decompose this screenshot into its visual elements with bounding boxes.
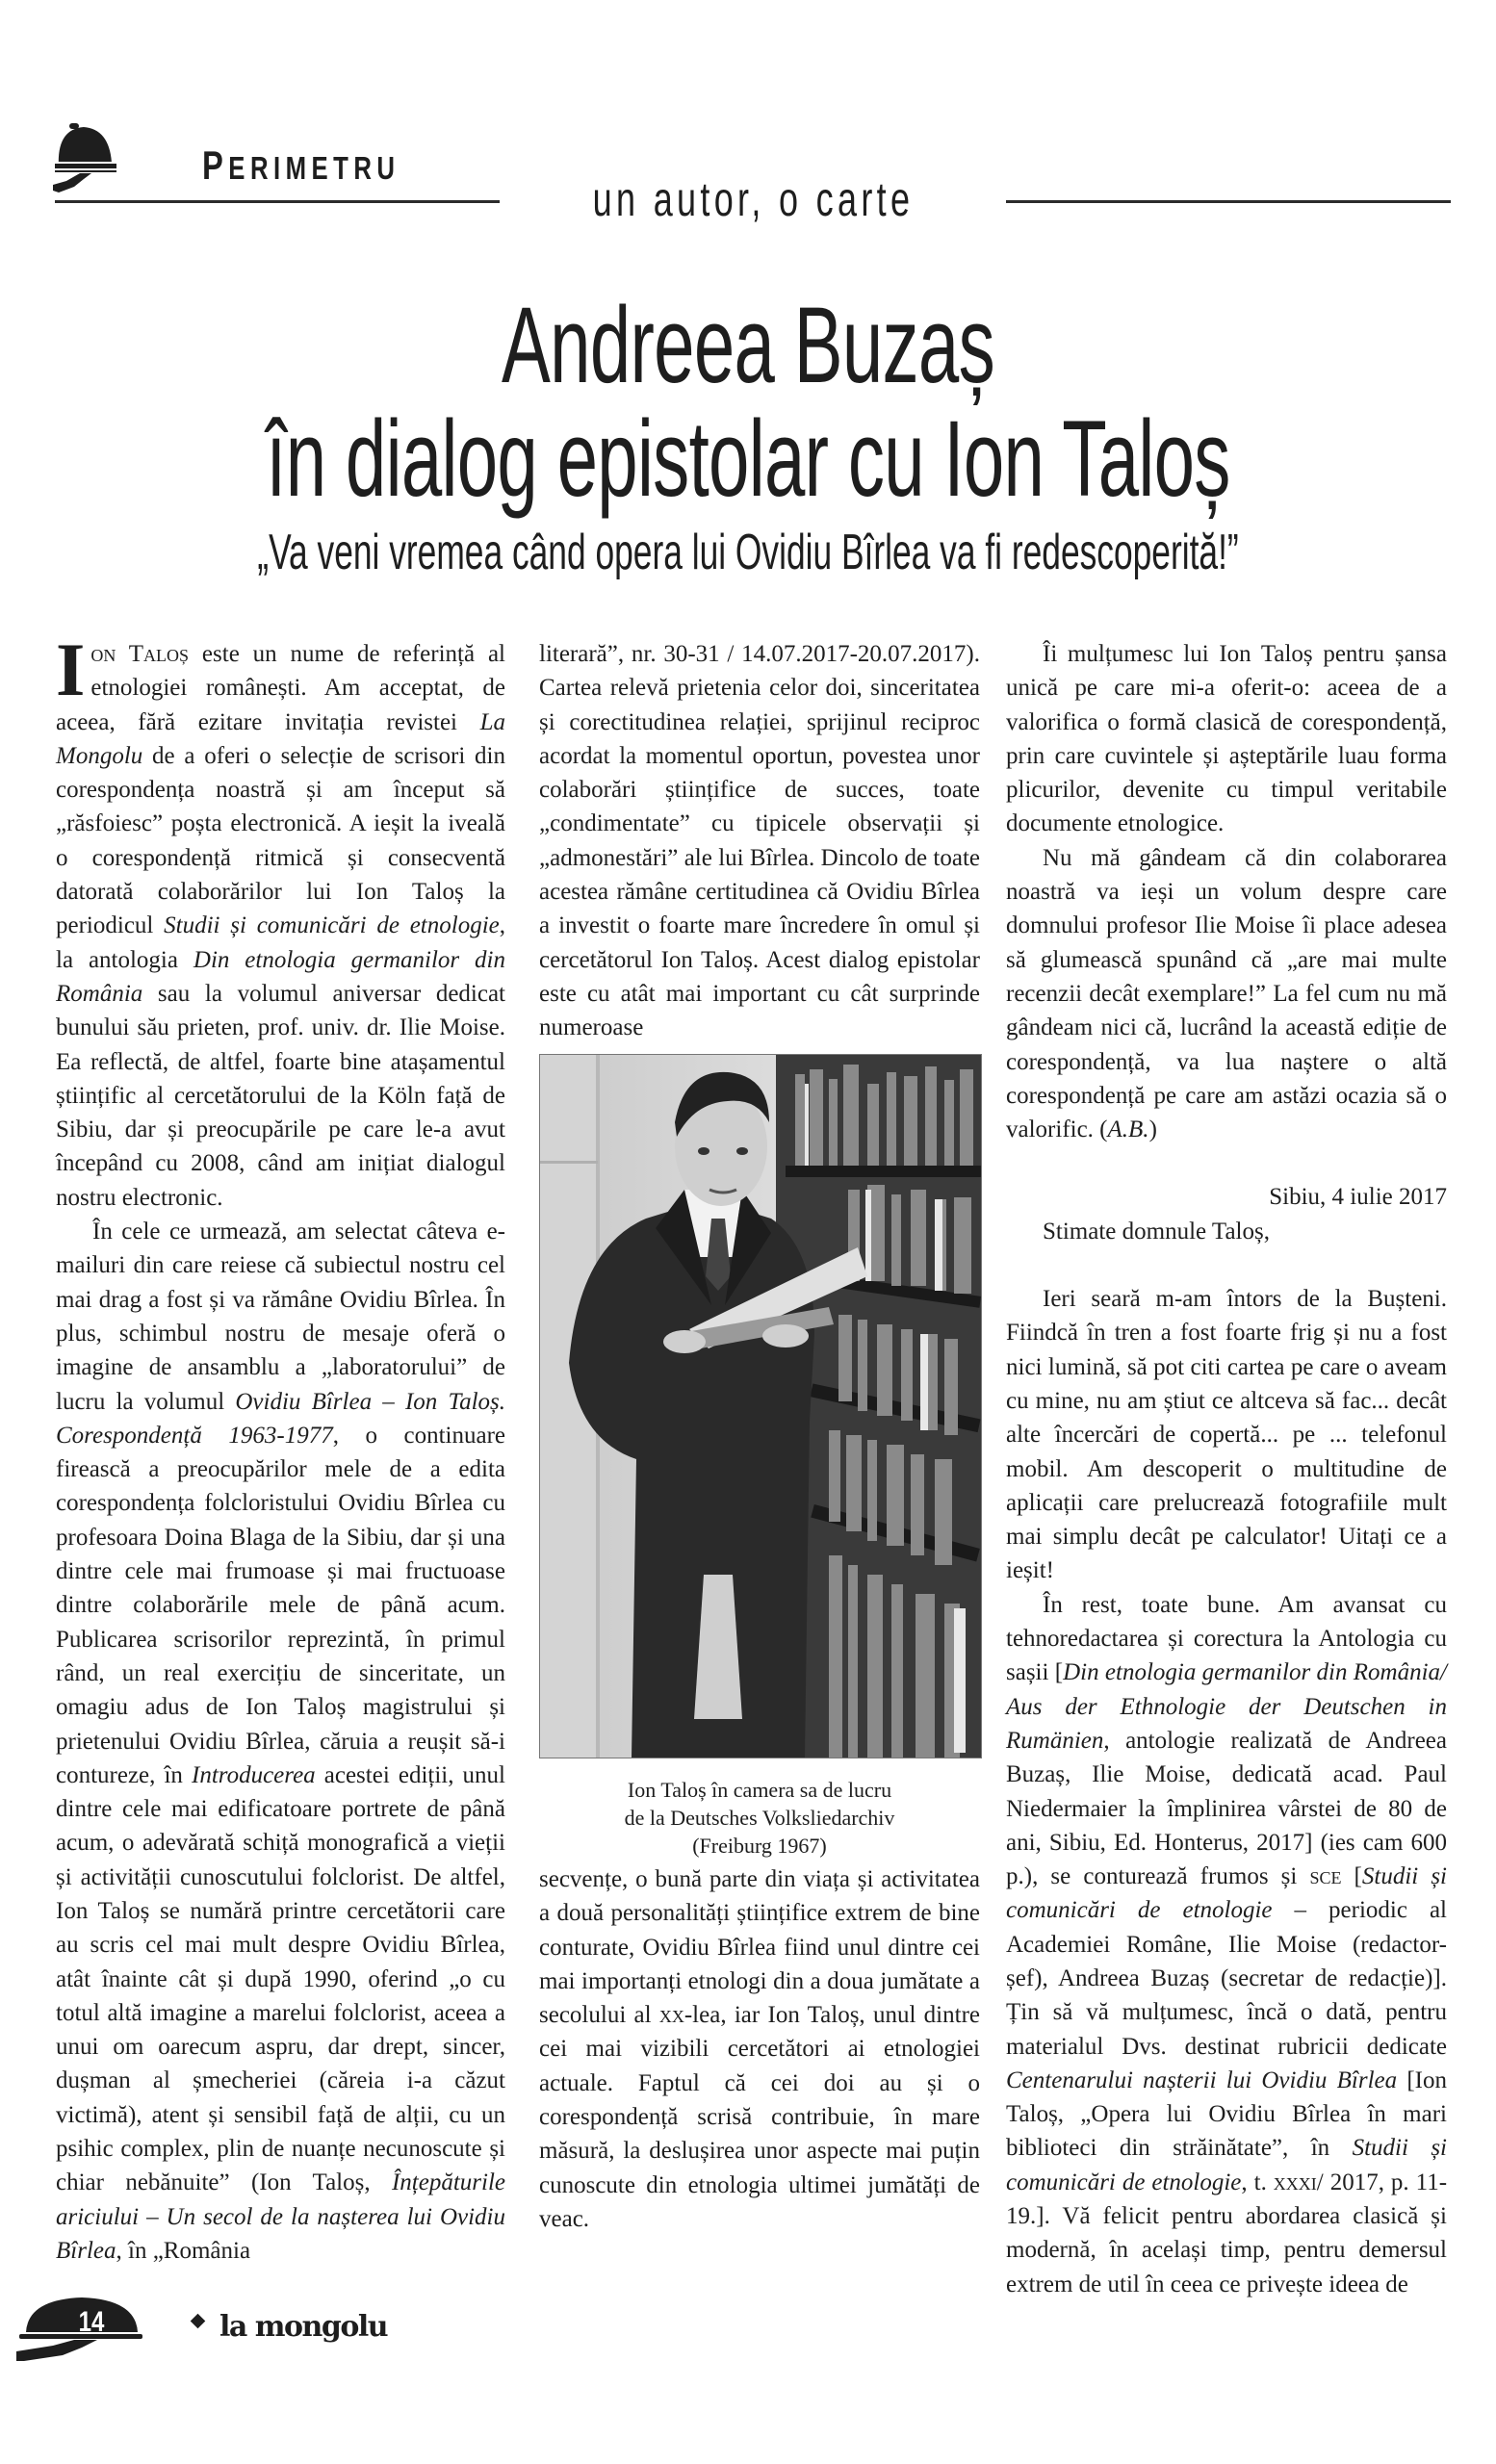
paragraph-thanks: Îi mulțumesc lui Ion Taloș pentru șansa unică pe care mi-a oferit-o: aceea de a valorifica o formă clasică de corespondență, prin care cuvintele și așteptările luau forma plicurilor, devenite cu timpul veritabile documente etnologice. — [1006, 641, 1447, 837]
photo-ion-talos — [539, 1054, 982, 1758]
paragraph-selection: În cele ce urmează, am selectat câteva e-mailuri din care reiese că subiectul nostru cel mai drag a fost și va rămâne Ovidiu Bîrlea. În plus, schimbul nostru de mesaje oferă o imagine de ansamblu a „laboratorului” de lucru la volumul Ovidiu Bîrlea – Ion Taloș. Corespondență 1963-1977, o continuare firească a preocupărilor mele de a edita corespondența folcloristului Ovidiu Bîrlea cu profesoara Doina Blaga de la Sibiu, dar și una dintre cele mai frumoase și mai fructuoase dintre colaborările mele de până acum. Publicarea scrisorilor reprezintă, în primul rând, un real exercițiu de sinceritate, un omagiu adus de Ion Taloș magistrului și prietenului Ovidiu Bîrlea, căruia a reușit să-i contureze, în Introducerea acestei ediții, unul dintre cele mai edificatoare portrete de până acum, o adevărată schiță monografică a vieții și activității cunoscutului folclorist. De altfel, Ion Taloș se numără printre cercetătorii care au scris cel mai mult despre Ovidiu Bîrlea, atât înainte cât și după 1990, oferind „o cu totul altă imagine a marelui folclorist, aceea a unui om oarecum aspru, dar drept, sincer, dușman al șmecheriei (căreia i-a căzut victimă), atent și sensibil față de alții, cu un psihic complex, plin de nuanțe necunoscute și chiar nebănuite” (Ion Taloș, Înțepăturile ariciului – Un secol de la nașterea lui Ovidiu Bîrlea, în „România — [56, 1219, 506, 2264]
article-title-line-1: Andreea Buzaș — [502, 285, 994, 405]
header-rule-right — [1006, 200, 1451, 203]
drop-cap: I — [56, 628, 86, 711]
column-2-top — [539, 637, 980, 1045]
paragraph-intro: Ion Taloș este un nume de referință al etnologiei românești. Am acceptat, de aceea, fără ezitare invitația revistei La Mongolu de a oferi o selecție de scrisori din corespondența noastră și am început să „răsfoiesc” poșta electronică. A ieșit la iveală o corespondență ritmică și consecventă datorată colaborărilor lui Ion Taloș la periodicul Studii și comunicări de etnologie, la antologia Din etnologia germanilor din România sau la volumul aniversar dedicat bunului său prieten, prof. univ. dr. Ilie Moise. Ea reflectă, de altfel, foarte bine atașamentul științific al cercetătorului de la Köln față de Sibiu, dar și preocupările pe care le-a avut începând cu 2008, când am inițiat dialogul nostru electronic. — [56, 628, 506, 1211]
letter-paragraph-2: În rest, toate bune. Am avansat cu tehnoredactarea și corectura la Antologia cu sașii [Din etnologia germanilor din România/ Aus der Ethnologie der Deutschen in Rumänien, antologie realizată de Andreea Buzaș, Ilie Moise, dedicată acad. Paul Niedermaier la împlinirea vârstei de 80 de ani, Sibiu, Ed. Honterus, 2017] (ies cam 600 p.), se conturează frumos și sce [Studii și comunicări de etnologie – periodic al Academiei Române, Ilie Moise (redactor-șef), Andreea Buzaș (secretar de redacție)]. Țin să vă mulțumesc, încă o dată, pentru materialul Dvs. destinat rubricii dedicate Centenarului nașterii lui Ovidiu Bîrlea [Ion Taloș, „Opera lui Ovidiu Bîrlea în mari biblioteci din străinătate”, în Studii și comunicări de etnologie, t. xxxi/ 2017, p. 11-19.]. Vă felicit pentru abordarea clasică și modernă, în același timp, pentru demersul extrem de util în ceea ce privește ideea de — [1006, 1591, 1448, 2297]
paragraph-sequences: secvențe, o bună parte din viața și activitatea a două personalități științifice extrem de bine conturate, Ovidiu Bîrlea fiind unul dintre cei mai importanți etnologi din a doua jumătate a secolului al xx-lea, iar Ion Taloș, unul dintre cei mai vizibili cercetători ai etnologiei actuale. Faptul că cei doi au și o corespondență scrisă contribuie, în mare măsură, la deslușirea unor aspecte mai puțin cunoscute din etnologia ultimei jumătăți de veac. — [539, 1866, 980, 2232]
page-header — [0, 0, 1496, 231]
article-subtitle: „Va veni vremea când opera lui Ovidiu Bîrlea va fi redescoperită!” — [257, 525, 1239, 580]
header-rule-left — [55, 200, 500, 203]
column-1 — [56, 628, 506, 2268]
magazine-logo: la mongolu — [219, 2310, 388, 2344]
column-3 — [1006, 637, 1447, 2301]
photo-image — [540, 1055, 981, 1758]
section-name: PERIMETRU — [202, 142, 400, 188]
page-number: 14 — [78, 2306, 105, 2338]
paragraph-collaboration: Nu mă gândeam că din colaborarea noastră va ieși un volum despre care domnului profesor Ilie Moise îi place adesea să glumească spunând că „are mai multe recenzii decât exemplare!” La fel cum nu mă gândeam nici că, lucrând la această ediție de corespondență, va lua naștere o altă corespondență pe care am astăzi ocazia să o valorific. (A.B.) — [1006, 844, 1447, 1143]
letter-paragraph-1: Ieri seară m-am întors de la Bușteni. Fiindcă în tren a fost foarte frig și nu a fost nici lumină, să pot citi cartea pe care o aveam cu mine, nu am știut ce altceva să fac... decât alte încercări de copertă... pe ... telefonul mobil. Am descoperit o multitudine de aplicații care prelucrează fotografiile mult mai simplu decât pe calculator! Uitați ce a ieșit! — [1006, 1286, 1447, 1584]
article-title-block — [0, 285, 1496, 581]
column-2-bottom — [539, 1862, 980, 2236]
spacer — [1006, 1248, 1447, 1282]
paragraph-continued: literară”, nr. 30-31 / 14.07.2017-20.07.2017). Cartea relevă prietenia celor doi, sinceritatea și corectitudinea relației, sprijinul reciproc acordat la momentul oportun, povestea unor colaborări științifice de succes, toate „condimentate” cu tipicele observații și „admonestări” ale lui Bîrlea. Dincolo de toate acestea rămâne certitudinea că Ovidiu Bîrlea a investit o foarte mare încredere în omul și cercetătorul Ion Taloș. Acest dialog epistolar este cu atât mai important cu cât surprinde numeroase — [539, 641, 980, 1041]
rubric-title: un autor, o carte — [592, 172, 915, 226]
letter-salutation: Stimate domnule Taloș, — [1043, 1218, 1270, 1245]
cloche-serving-tray-icon — [53, 123, 197, 200]
article-title-line-2: în dialog epistolar cu Ion Taloș — [266, 398, 1230, 519]
letter-place-date: Sibiu, 4 iulie 2017 — [1269, 1184, 1447, 1211]
photo-caption: Ion Taloș în camera sa de lucru de la Deutsches Volksliedarchiv (Freiburg 1967) — [624, 1778, 895, 1858]
page-footer — [0, 2291, 1496, 2406]
spacer — [1006, 1146, 1447, 1180]
